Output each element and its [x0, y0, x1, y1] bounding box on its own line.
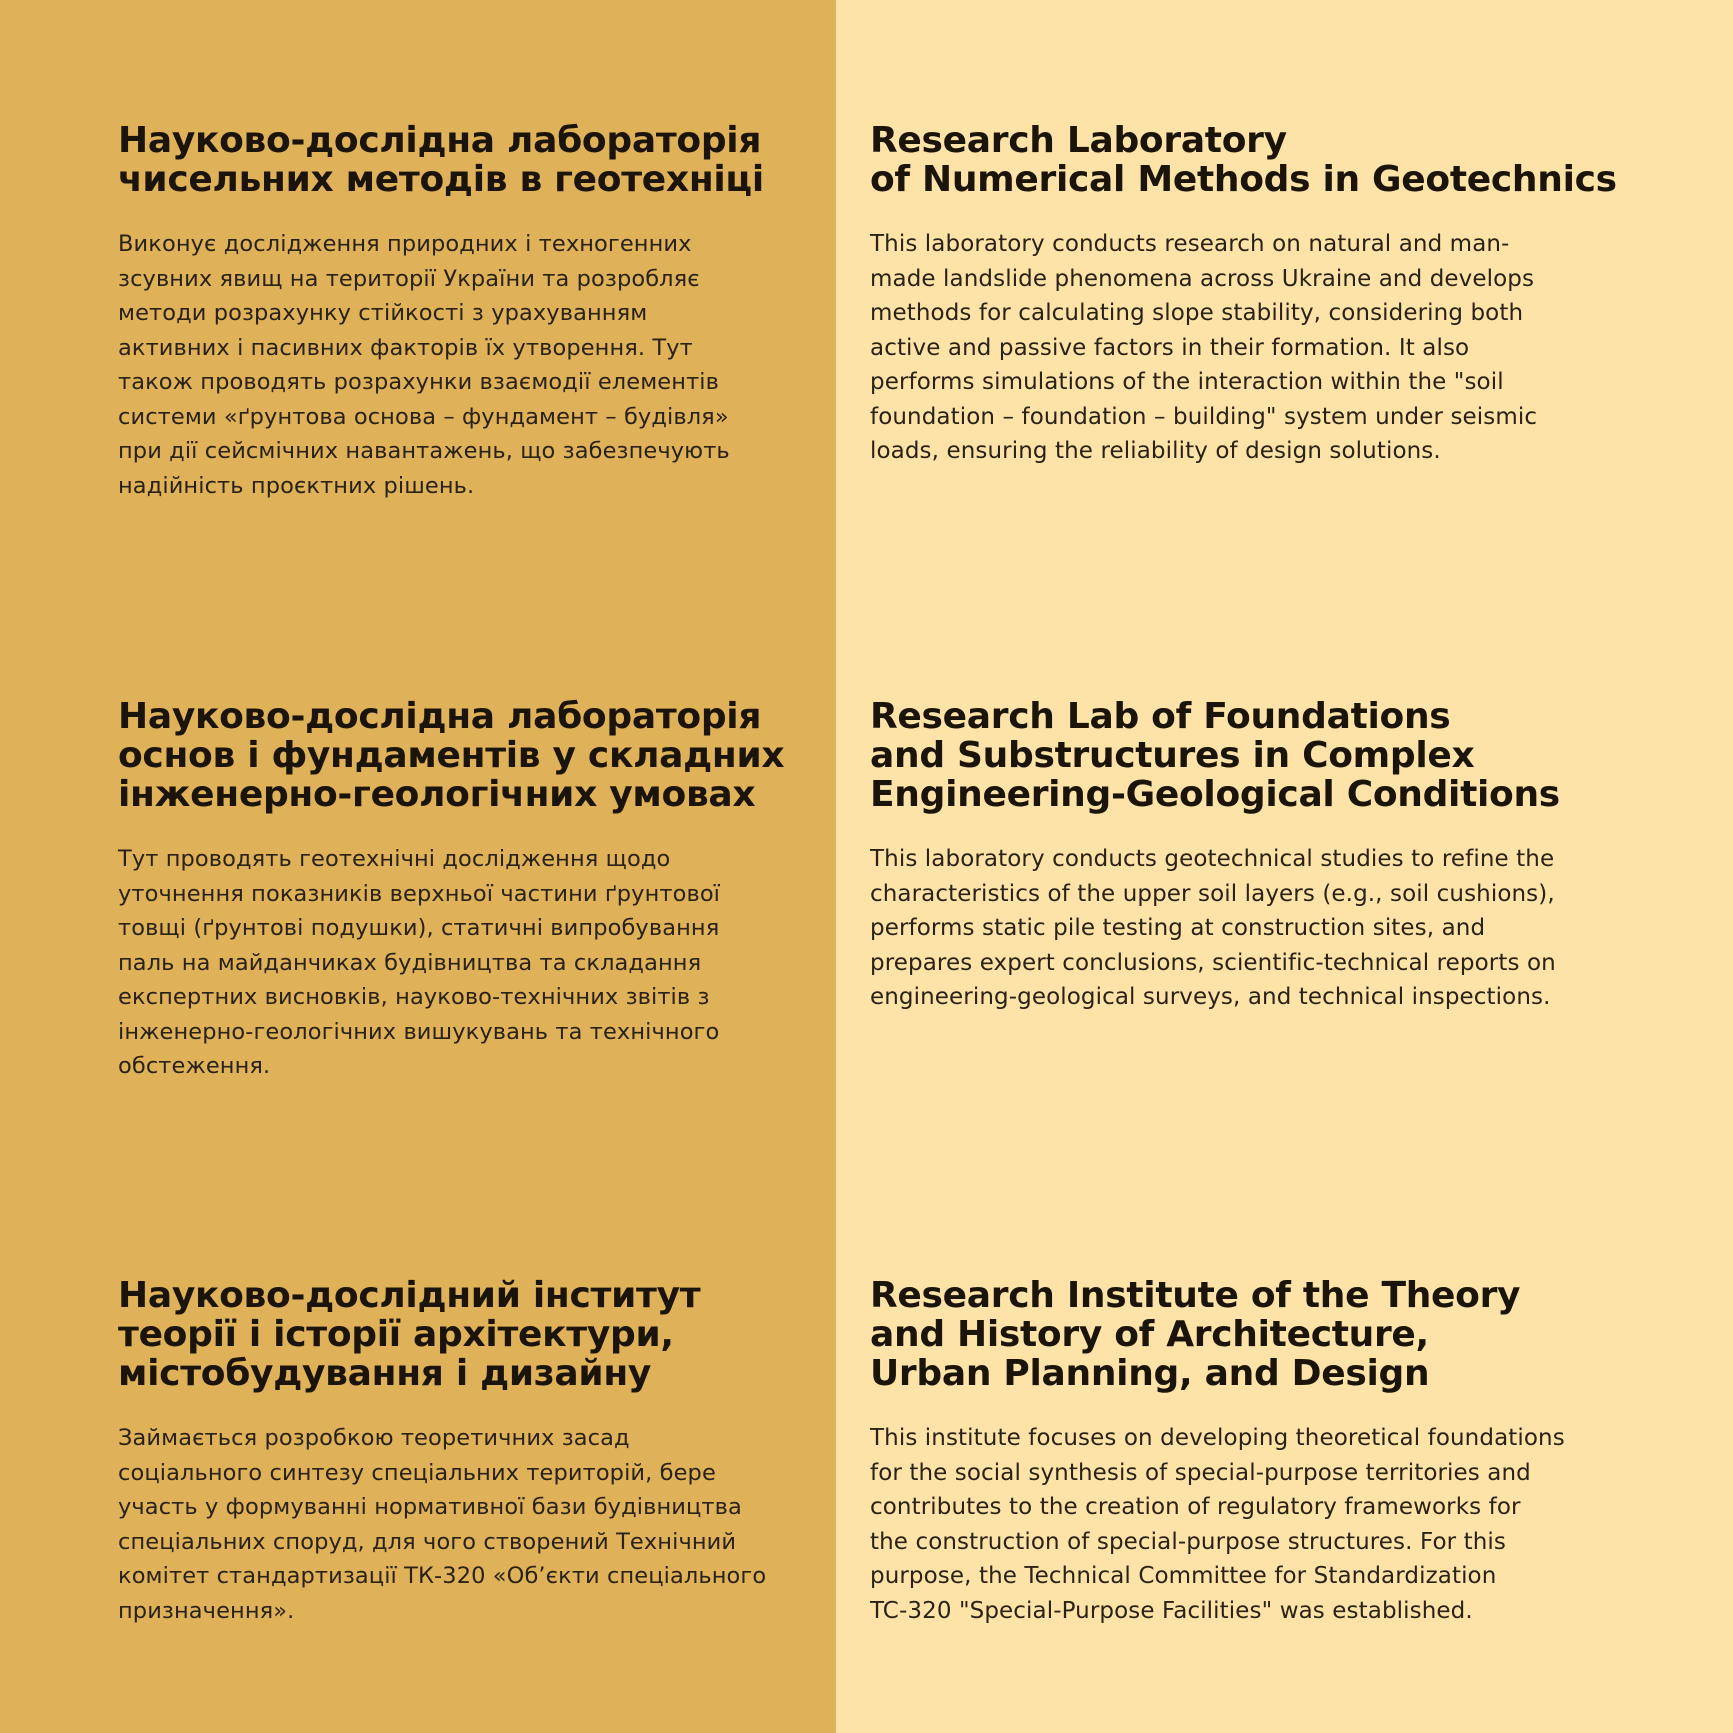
body-line: Виконує дослідження природних і техногенних	[118, 231, 692, 257]
body-line: for the social synthesis of special-purpose territories and	[870, 1459, 1531, 1486]
body-line: made landslide phenomena across Ukraine and develops	[870, 265, 1535, 292]
title-line: основ і фундаментів у складних	[118, 735, 785, 776]
section-1-uk-body	[118, 227, 818, 503]
body-line: This laboratory conducts research on natural and man-	[870, 231, 1510, 257]
body-line: Займається розробкою теоретичних засад	[118, 1425, 630, 1451]
section-3-en-title	[870, 1276, 1690, 1393]
body-line: the construction of special-purpose structures. For this	[870, 1528, 1506, 1555]
body-line: надійність проєктних рішень.	[118, 472, 475, 499]
title-line: Науково-дослідний інститут	[118, 1275, 701, 1316]
title-line: інженерно-геологічних умовах	[118, 774, 756, 815]
section-3-en	[870, 1276, 1690, 1628]
body-line: інженерно-геологічних вишукувань та технічного	[118, 1018, 720, 1045]
body-line: contributes to the creation of regulatory frameworks for	[870, 1494, 1521, 1520]
section-2-en-body	[870, 842, 1690, 1015]
body-line: паль на майданчиках будівництва та складання	[118, 949, 702, 976]
section-3-en-body	[870, 1421, 1690, 1628]
section-1-en-title	[870, 121, 1690, 199]
section-3-uk-title	[118, 1276, 818, 1393]
body-line: при дії сейсмічних навантажень, що забезпечують	[118, 438, 730, 464]
title-line: чисельних методів в геотехніці	[118, 159, 764, 200]
body-line: експертних висновків, науково-технічних звітів з	[118, 984, 710, 1010]
section-1-uk	[118, 121, 818, 503]
title-line: and History of Architecture,	[870, 1314, 1429, 1355]
section-3-uk	[118, 1276, 818, 1628]
title-line: Engineering-Geological Conditions	[870, 774, 1560, 815]
title-line: Науково-дослідна лабораторія	[118, 696, 762, 737]
body-line: методи розрахунку стійкості з урахуванням	[118, 300, 648, 326]
body-line: обстеження.	[118, 1053, 271, 1079]
body-line: системи «ґрунтова основа – фундамент – будівля»	[118, 403, 729, 430]
body-line: участь у формуванні нормативної бази будівництва	[118, 1494, 742, 1520]
section-2-en-title	[870, 697, 1690, 814]
body-line: також проводять розрахунки взаємодії елементів	[118, 369, 719, 395]
title-line: теорії і історії архітектури,	[118, 1314, 674, 1355]
body-line: спеціальних споруд, для чого створений Технічний	[118, 1528, 737, 1555]
section-2-en	[870, 697, 1690, 1015]
title-line: and Substructures in Complex	[870, 735, 1475, 776]
body-line: Тут проводять геотехнічні дослідження щодо	[118, 846, 671, 872]
body-line: зсувних явищ на території України та розробляє	[118, 265, 700, 292]
section-3-uk-body	[118, 1421, 818, 1628]
section-1-uk-title	[118, 121, 818, 199]
section-1-en	[870, 121, 1690, 469]
body-line: performs static pile testing at construction sites, and	[870, 915, 1486, 941]
title-line: Research Lab of Foundations	[870, 696, 1451, 737]
title-line: Науково-дослідна лабораторія	[118, 120, 762, 161]
body-line: foundation – foundation – building" system under seismic	[870, 403, 1538, 430]
body-line: loads, ensuring the reliability of design solutions.	[870, 438, 1441, 464]
body-line: призначення».	[118, 1597, 295, 1624]
section-2-uk-title	[118, 697, 818, 814]
body-line: комітет стандартизації ТК-320 «Об’єкти спеціального	[118, 1563, 767, 1589]
body-line: purpose, the Technical Committee for Standardization	[870, 1563, 1497, 1589]
body-line: performs simulations of the interaction within the "soil	[870, 369, 1504, 395]
body-line: соціального синтезу спеціальних територій, бере	[118, 1459, 716, 1486]
title-line: Research Institute of the Theory	[870, 1275, 1521, 1316]
body-line: methods for calculating slope stability, considering both	[870, 300, 1524, 326]
title-line: Urban Planning, and Design	[870, 1353, 1430, 1394]
section-2-uk-body	[118, 842, 818, 1084]
body-line: engineering-geological surveys, and technical inspections.	[870, 984, 1551, 1010]
body-line: активних і пасивних факторів їх утворення. Тут	[118, 334, 693, 361]
body-line: This institute focuses on developing theoretical foundations	[870, 1425, 1565, 1451]
body-line: TC-320 "Special-Purpose Facilities" was established.	[870, 1597, 1473, 1624]
body-line: This laboratory conducts geotechnical studies to refine the	[870, 846, 1555, 872]
body-line: active and passive factors in their formation. It also	[870, 334, 1470, 361]
section-1-en-body	[870, 227, 1690, 469]
title-line: Research Laboratory	[870, 120, 1287, 161]
body-line: уточнення показників верхньої частини ґрунтової	[118, 880, 721, 907]
title-line: of Numerical Methods in Geotechnics	[870, 159, 1617, 200]
body-line: characteristics of the upper soil layers (e.g., soil cushions),	[870, 880, 1555, 907]
title-line: містобудування і дизайну	[118, 1353, 652, 1394]
body-line: prepares expert conclusions, scientific-technical reports on	[870, 949, 1556, 976]
body-line: товщі (ґрунтові подушки), статичні випробування	[118, 915, 720, 941]
section-2-uk	[118, 697, 818, 1084]
